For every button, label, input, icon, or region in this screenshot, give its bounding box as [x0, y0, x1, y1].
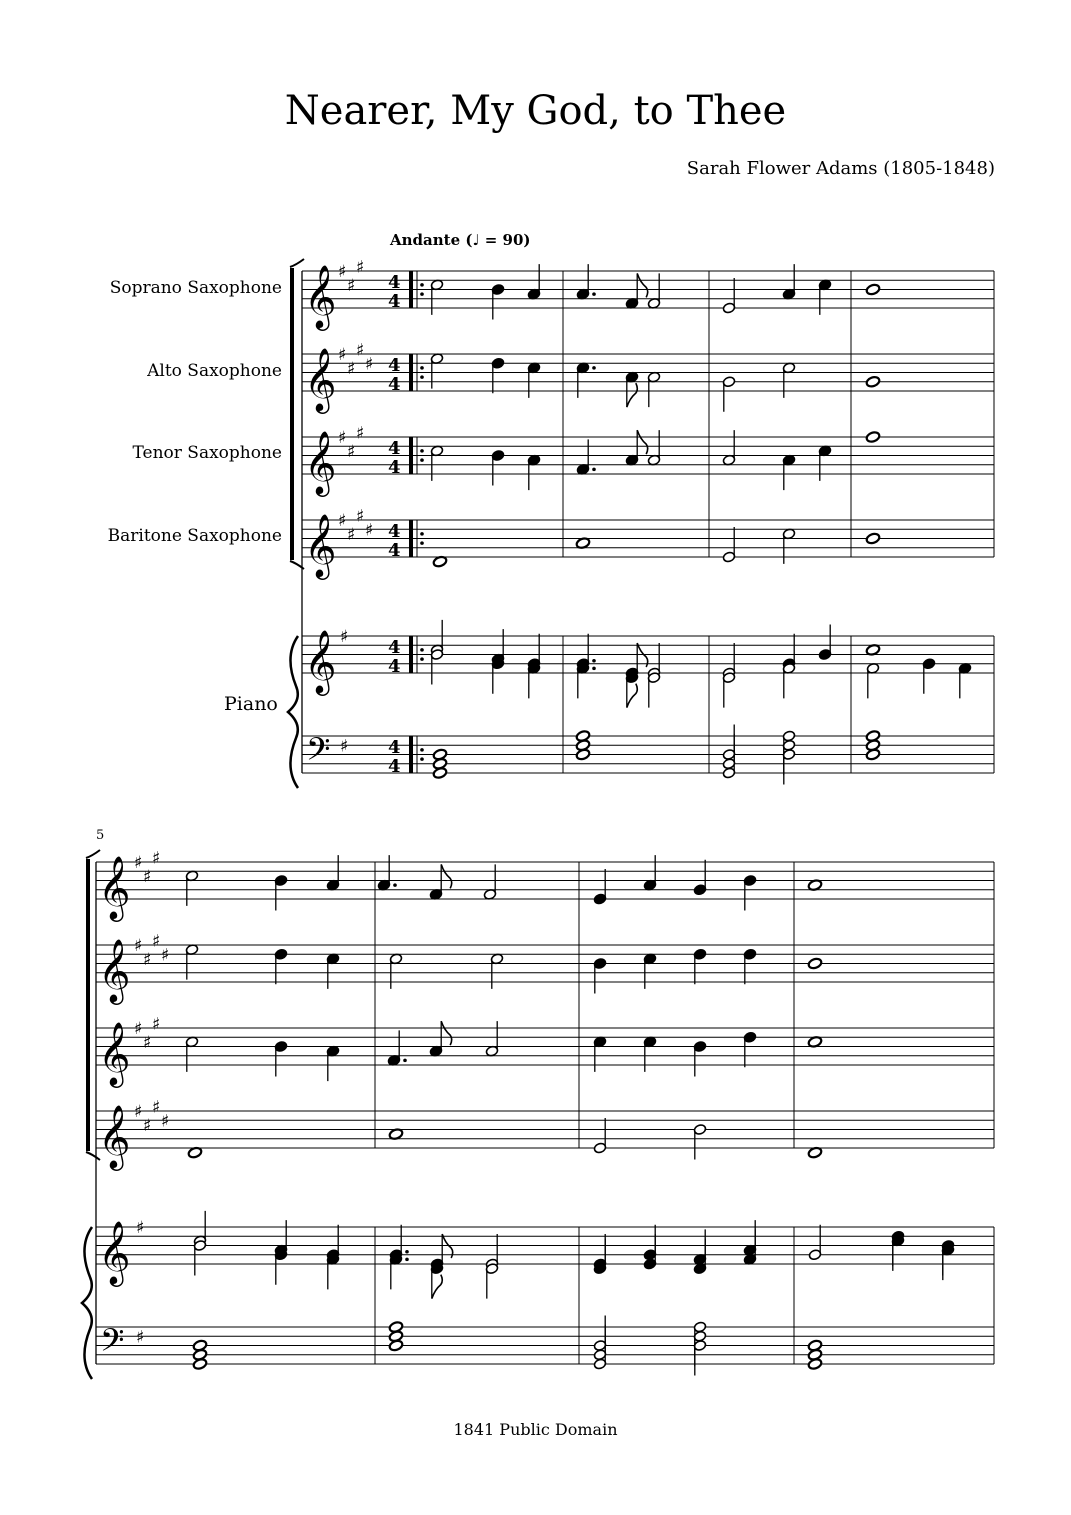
treble-clef-icon: 𝄞 — [304, 629, 337, 693]
instrument-label-baritone: Baritone Saxophone — [107, 526, 282, 546]
piano-note-dot — [592, 659, 596, 663]
sharp-icon: ♯ — [356, 340, 365, 361]
bass-clef-icon: 𝄢 — [306, 731, 331, 775]
time-signature-denominator: 4 — [388, 457, 401, 478]
measure-number: 5 — [96, 828, 105, 843]
repeat-dot — [420, 541, 424, 545]
sharp-icon: ♯ — [134, 1019, 143, 1039]
score-title: Nearer, My God, to Thee — [284, 88, 787, 134]
sharp-icon: ♯ — [134, 853, 143, 873]
sharp-icon: ♯ — [356, 257, 365, 278]
treble-clef-icon: 𝄞 — [98, 855, 131, 919]
sharp-icon: ♯ — [161, 1111, 170, 1132]
sharp-icon: ♯ — [143, 949, 152, 970]
quarter-note-icon: ♩ — [472, 231, 480, 249]
treble-clef-icon: 𝄞 — [98, 1104, 131, 1168]
sharp-icon: ♯ — [356, 423, 365, 444]
soprano-note-dot — [592, 292, 596, 296]
tempo-text: Andante ( — [390, 231, 473, 249]
piano-bass-note-head — [865, 730, 880, 743]
sharp-icon: ♯ — [134, 936, 143, 956]
sharp-icon: ♯ — [365, 354, 374, 375]
treble-clef-icon: 𝄞 — [304, 513, 337, 577]
repeat-dot — [420, 648, 424, 652]
time-signature-numerator: 4 — [388, 521, 401, 542]
soprano-note-dot — [393, 883, 397, 887]
copyright-footer: 1841 Public Domain — [453, 1420, 618, 1439]
sharp-icon: ♯ — [143, 1115, 152, 1136]
piano-note-flag — [432, 1275, 443, 1299]
piano-bass-note-head — [432, 748, 447, 761]
sharp-icon: ♯ — [143, 1032, 152, 1053]
repeat-dot — [420, 366, 424, 370]
treble-clef-icon: 𝄞 — [304, 264, 337, 328]
sharp-icon: ♯ — [338, 428, 347, 448]
tenor-note-dot — [403, 1059, 407, 1063]
soprano-note-head — [865, 283, 880, 296]
time-signature-numerator: 4 — [388, 272, 401, 293]
time-signature-numerator: 4 — [388, 737, 401, 758]
soprano-note-flag — [637, 273, 648, 297]
piano-note-flag — [627, 684, 638, 708]
time-signature-numerator: 4 — [388, 355, 401, 376]
sharp-icon: ♯ — [136, 1327, 145, 1348]
piano-note-dot — [405, 1258, 409, 1262]
tenor-note-dot — [592, 468, 596, 472]
instrument-label-tenor: Tenor Saxophone — [132, 443, 282, 463]
bass-clef-icon: 𝄢 — [100, 1322, 125, 1366]
soprano-note-flag — [441, 864, 452, 888]
treble-clef-icon: 𝄞 — [98, 1220, 131, 1284]
sharp-icon: ♯ — [356, 506, 365, 527]
piano-note-dot — [592, 667, 596, 671]
tenor-note-flag — [441, 1021, 452, 1045]
sharp-icon: ♯ — [347, 441, 356, 462]
alto-note-dot — [592, 366, 596, 370]
repeat-dot — [420, 375, 424, 379]
instrument-label-piano: Piano — [224, 693, 278, 715]
time-signature-denominator: 4 — [388, 540, 401, 561]
sharp-icon: ♯ — [136, 1218, 145, 1238]
bracket-icon — [290, 259, 304, 267]
alto-note-head — [807, 957, 822, 970]
sharp-icon: ♯ — [152, 931, 161, 952]
time-signature-denominator: 4 — [388, 374, 401, 395]
sharp-icon: ♯ — [340, 627, 349, 647]
sharp-icon: ♯ — [347, 524, 356, 545]
alto-note-head — [865, 375, 880, 388]
piano-bass-note-head — [388, 1321, 403, 1334]
tenor-note-head — [865, 431, 880, 444]
sharp-icon: ♯ — [161, 945, 170, 966]
piano-bass-note-head — [807, 1339, 822, 1352]
time-signature-denominator: 4 — [388, 656, 401, 677]
time-signature-numerator: 4 — [388, 637, 401, 658]
treble-clef-icon: 𝄞 — [304, 430, 337, 494]
time-signature-denominator: 4 — [388, 756, 401, 777]
sharp-icon: ♯ — [338, 262, 347, 282]
time-signature-denominator: 4 — [388, 291, 401, 312]
sharp-icon: ♯ — [338, 345, 347, 365]
sharp-icon: ♯ — [134, 1102, 143, 1122]
sharp-icon: ♯ — [340, 736, 349, 757]
tempo-value: = 90) — [479, 231, 531, 249]
piano-note-dot — [405, 1250, 409, 1254]
repeat-dot — [420, 458, 424, 462]
sharp-icon: ♯ — [338, 511, 347, 531]
treble-clef-icon: 𝄞 — [304, 347, 337, 411]
tenor-note-flag — [637, 430, 648, 454]
sharp-icon: ♯ — [347, 358, 356, 379]
instrument-label-soprano: Soprano Saxophone — [109, 278, 282, 298]
composer: Sarah Flower Adams (1805-1848) — [686, 158, 995, 179]
repeat-dot — [420, 748, 424, 752]
brace-icon — [82, 1227, 92, 1379]
sharp-icon: ♯ — [347, 275, 356, 296]
brace-icon — [288, 636, 298, 788]
repeat-dot — [420, 532, 424, 536]
treble-clef-icon: 𝄞 — [98, 938, 131, 1002]
treble-clef-icon: 𝄞 — [98, 1021, 131, 1085]
alto-note-flag — [627, 383, 638, 407]
repeat-dot — [420, 757, 424, 761]
repeat-dot — [420, 292, 424, 296]
repeat-dot — [420, 449, 424, 453]
baritone-note-head — [865, 532, 880, 545]
sharp-icon: ♯ — [365, 520, 374, 541]
sharp-icon: ♯ — [143, 866, 152, 887]
repeat-dot — [420, 657, 424, 661]
piano-bass-note-head — [575, 730, 590, 743]
sharp-icon: ♯ — [152, 1014, 161, 1035]
time-signature-numerator: 4 — [388, 438, 401, 459]
instrument-label-alto: Alto Saxophone — [147, 361, 282, 381]
repeat-dot — [420, 283, 424, 287]
piano-bass-note-head — [192, 1339, 207, 1352]
sharp-icon: ♯ — [152, 1097, 161, 1118]
sharp-icon: ♯ — [152, 848, 161, 869]
